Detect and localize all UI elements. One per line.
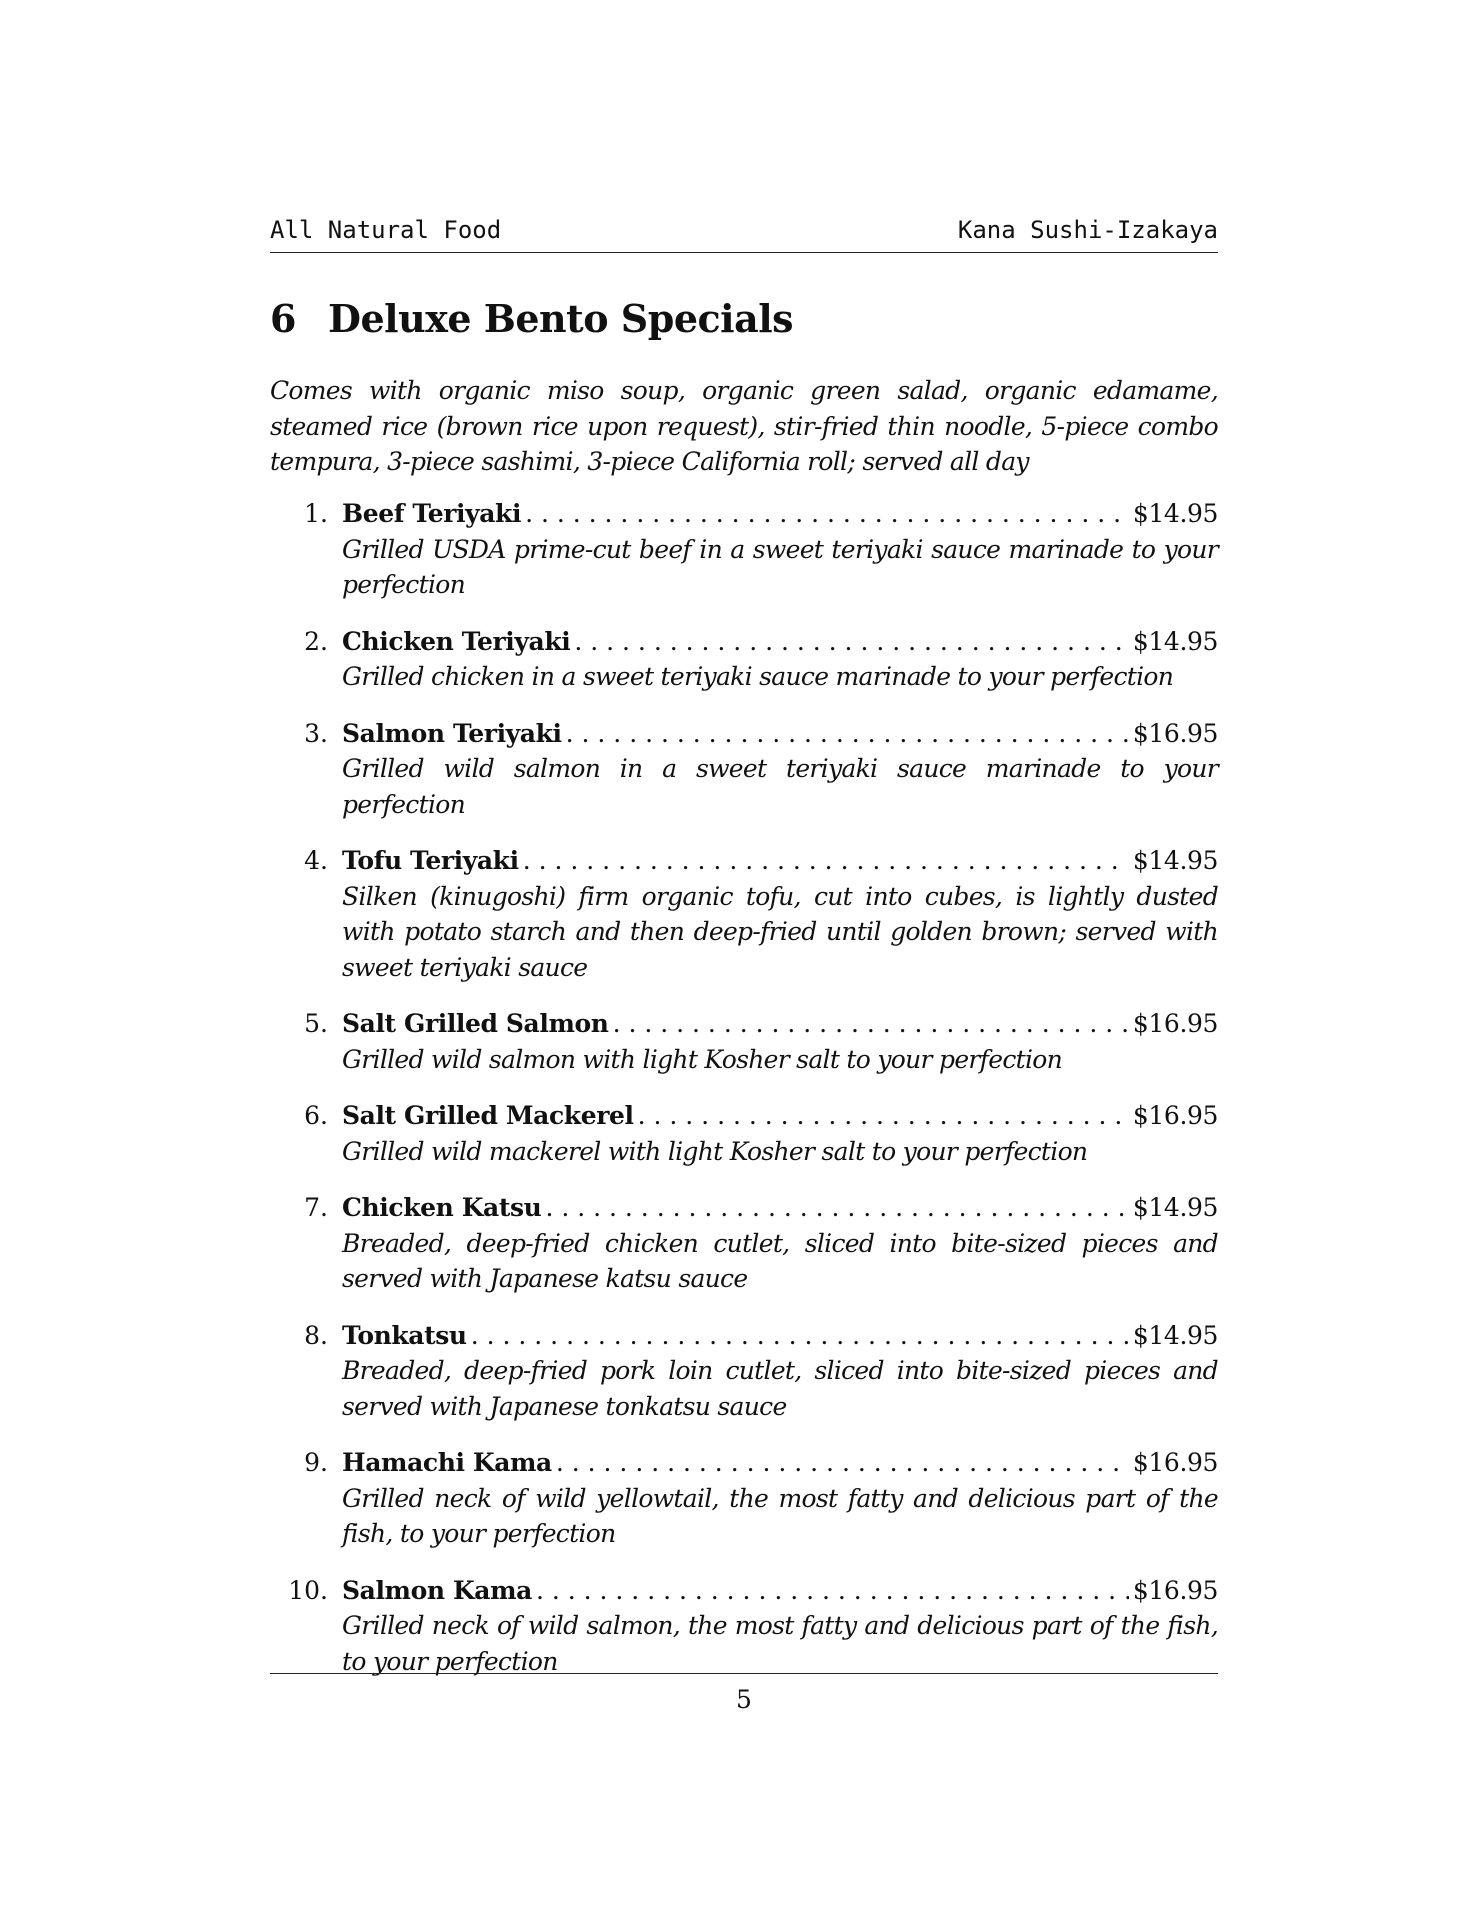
item-name: Beef Teriyaki	[342, 499, 522, 528]
item-number: 9.	[304, 1448, 328, 1477]
dot-leader	[471, 1318, 1129, 1354]
item-name: Chicken Teriyaki	[342, 626, 571, 656]
item-description: Grilled chicken in a sweet teriyaki sauce marinade to your perfection	[342, 662, 1174, 691]
item-description: Grilled USDA prime-cut beef in a sweet teriyaki sauce marinade to your perfection	[342, 534, 1218, 599]
item-description: Silken (kinugoshi) firm organic tofu, cut into cubes, is lightly dusted with potato starch and then deep-fried until golden brown; served with sweet teriyaki sauce	[342, 881, 1218, 982]
item-line	[342, 1190, 1218, 1226]
item-name: Hamachi Kama	[342, 1448, 552, 1477]
dot-leader	[523, 843, 1129, 879]
item-line	[342, 1445, 1218, 1481]
item-line	[342, 716, 1218, 752]
section-number: 6	[270, 296, 296, 341]
item-number: 7.	[304, 1193, 328, 1222]
item-line	[342, 1098, 1218, 1134]
dot-leader	[613, 1006, 1129, 1042]
item-line	[342, 1573, 1218, 1609]
dot-leader	[556, 1445, 1129, 1481]
menu-item	[270, 716, 1218, 823]
menu-list	[270, 496, 1218, 1700]
section-title-text: Deluxe Bento Specials	[328, 296, 794, 341]
header-left-text: All Natural Food	[270, 216, 502, 244]
menu-item	[270, 843, 1218, 985]
item-number: 8.	[304, 1320, 328, 1350]
item-number: 2.	[304, 626, 328, 656]
dot-leader	[545, 1190, 1128, 1226]
item-price: $14.95	[1132, 499, 1218, 528]
item-name: Salmon Kama	[342, 1575, 532, 1605]
item-name: Tonkatsu	[342, 1320, 467, 1350]
section-title	[270, 296, 793, 341]
item-line	[342, 1318, 1218, 1354]
footer-divider	[270, 1673, 1218, 1674]
item-line	[342, 843, 1218, 879]
item-price: $14.95	[1132, 1193, 1218, 1222]
item-number: 1.	[304, 499, 328, 528]
menu-item	[270, 1573, 1218, 1680]
dot-leader	[574, 624, 1129, 660]
item-number: 6.	[304, 1101, 328, 1130]
running-header	[270, 216, 1218, 253]
item-description: Grilled neck of wild yellowtail, the most fatty and delicious part of the fish, to your perfection	[342, 1483, 1218, 1548]
item-price: $14.95	[1132, 626, 1218, 656]
item-price: $14.95	[1132, 1320, 1218, 1350]
item-number: 4.	[304, 846, 328, 875]
item-name: Tofu Teriyaki	[342, 846, 519, 875]
header-right-text: Kana Sushi-Izakaya	[957, 216, 1218, 244]
dot-leader	[566, 716, 1129, 752]
item-description: Breaded, deep-fried pork loin cutlet, sliced into bite-sized pieces and served with Japanese tonkatsu sauce	[342, 1356, 1218, 1421]
menu-item	[270, 1098, 1218, 1169]
menu-page	[270, 0, 1218, 1920]
item-number: 3.	[304, 718, 328, 748]
item-name: Chicken Katsu	[342, 1193, 542, 1222]
dot-leader	[638, 1098, 1129, 1134]
menu-item	[270, 1190, 1218, 1297]
item-description: Grilled wild mackerel with light Kosher salt to your perfection	[342, 1136, 1088, 1166]
menu-item	[270, 1445, 1218, 1552]
menu-item	[270, 1006, 1218, 1077]
menu-item	[270, 1318, 1218, 1425]
section-intro: Comes with organic miso soup, organic green salad, organic edamame, steamed rice (brown rice upon request), stir-fried thin noodle, 5-piece combo tempura, 3-piece sashimi, 3-piece California roll; served all day	[270, 376, 1218, 476]
item-number: 5.	[304, 1009, 328, 1038]
item-number: 10.	[288, 1575, 328, 1605]
item-name: Salt Grilled Mackerel	[342, 1101, 634, 1130]
item-price: $16.95	[1132, 1575, 1218, 1605]
item-description: Grilled wild salmon in a sweet teriyaki sauce marinade to your perfection	[342, 754, 1218, 819]
menu-item	[270, 496, 1218, 603]
item-price: $16.95	[1132, 1009, 1218, 1038]
item-price: $14.95	[1132, 846, 1218, 875]
item-line	[342, 1006, 1218, 1042]
page-number: 5	[736, 1685, 752, 1714]
item-name: Salt Grilled Salmon	[342, 1009, 609, 1038]
item-description: Grilled neck of wild salmon, the most fatty and delicious part of the fish, to your perfection	[342, 1611, 1218, 1676]
item-price: $16.95	[1132, 1448, 1218, 1477]
dot-leader	[525, 496, 1129, 532]
item-name: Salmon Teriyaki	[342, 718, 562, 748]
item-price: $16.95	[1132, 718, 1218, 748]
dot-leader	[536, 1573, 1129, 1609]
item-description: Breaded, deep-fried chicken cutlet, sliced into bite-sized pieces and served with Japanese katsu sauce	[342, 1228, 1218, 1293]
item-line	[342, 624, 1218, 660]
menu-item	[270, 624, 1218, 695]
item-line	[342, 496, 1218, 532]
item-price: $16.95	[1132, 1101, 1218, 1130]
item-description: Grilled wild salmon with light Kosher salt to your perfection	[342, 1044, 1063, 1074]
